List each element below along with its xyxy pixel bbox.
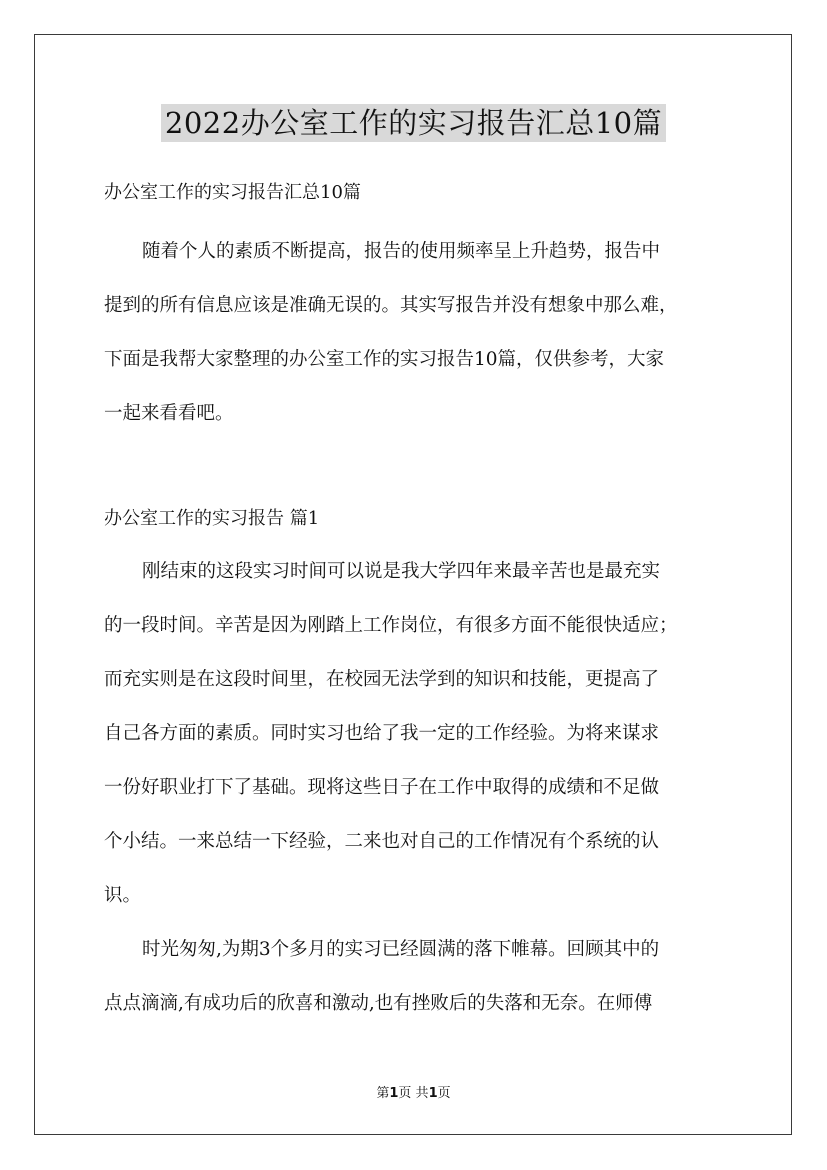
section-heading: 办公室工作的实习报告 篇1 — [104, 508, 320, 529]
paragraph-line: 时光匆匆,为期3个多月的实习已经圆满的落下帷幕。回顾其中的 — [142, 939, 660, 960]
page-footer — [0, 1082, 827, 1101]
paragraph-line: 刚结束的这段实习时间可以说是我大学四年来最辛苦也是最充实 — [142, 561, 661, 582]
section-paragraph-2 — [104, 923, 724, 1031]
paragraph-line: 一起来看看吧。 — [104, 403, 234, 424]
paragraph-line: 提到的所有信息应该是准确无误的。其实写报告并没有想象中那么难， — [104, 295, 678, 316]
paragraph-line: 下面是我帮大家整理的办公室工作的实习报告10篇，仅供参考，大家 — [104, 349, 665, 370]
footer-page-total: 1 — [428, 1086, 438, 1101]
paragraph-line: 识。 — [104, 885, 142, 906]
paragraph-line: 个小结。一来总结一下经验，二来也对自己的工作情况有个系统的认 — [104, 831, 660, 852]
document-title — [0, 100, 827, 146]
footer-page-prefix: 第 — [376, 1086, 390, 1101]
paragraph-line: 随着个人的素质不断提高，报告的使用频率呈上升趋势，报告中 — [142, 241, 661, 262]
paragraph-line: 的一段时间。辛苦是因为刚踏上工作岗位，有很多方面不能很快适应； — [104, 615, 678, 636]
paragraph-line: 点点滴滴,有成功后的欣喜和激动,也有挫败后的失落和无奈。在师傅 — [104, 993, 653, 1014]
paragraph-line: 而充实则是在这段时间里，在校园无法学到的知识和技能，更提高了 — [104, 669, 660, 690]
intro-paragraph — [104, 225, 724, 441]
paragraph-line: 自己各方面的素质。同时实习也给了我一定的工作经验。为将来谋求 — [104, 723, 660, 744]
footer-page-suffix: 页 — [437, 1086, 451, 1101]
document-subtitle: 办公室工作的实习报告汇总10篇 — [104, 182, 361, 203]
footer-page-current: 1 — [389, 1086, 399, 1101]
section-paragraph-1 — [104, 545, 724, 923]
document-title-text: 2022办公室工作的实习报告汇总10篇 — [161, 104, 666, 142]
paragraph-line: 一份好职业打下了基础。现将这些日子在工作中取得的成绩和不足做 — [104, 777, 660, 798]
footer-page-mid: 页 共 — [398, 1086, 429, 1101]
